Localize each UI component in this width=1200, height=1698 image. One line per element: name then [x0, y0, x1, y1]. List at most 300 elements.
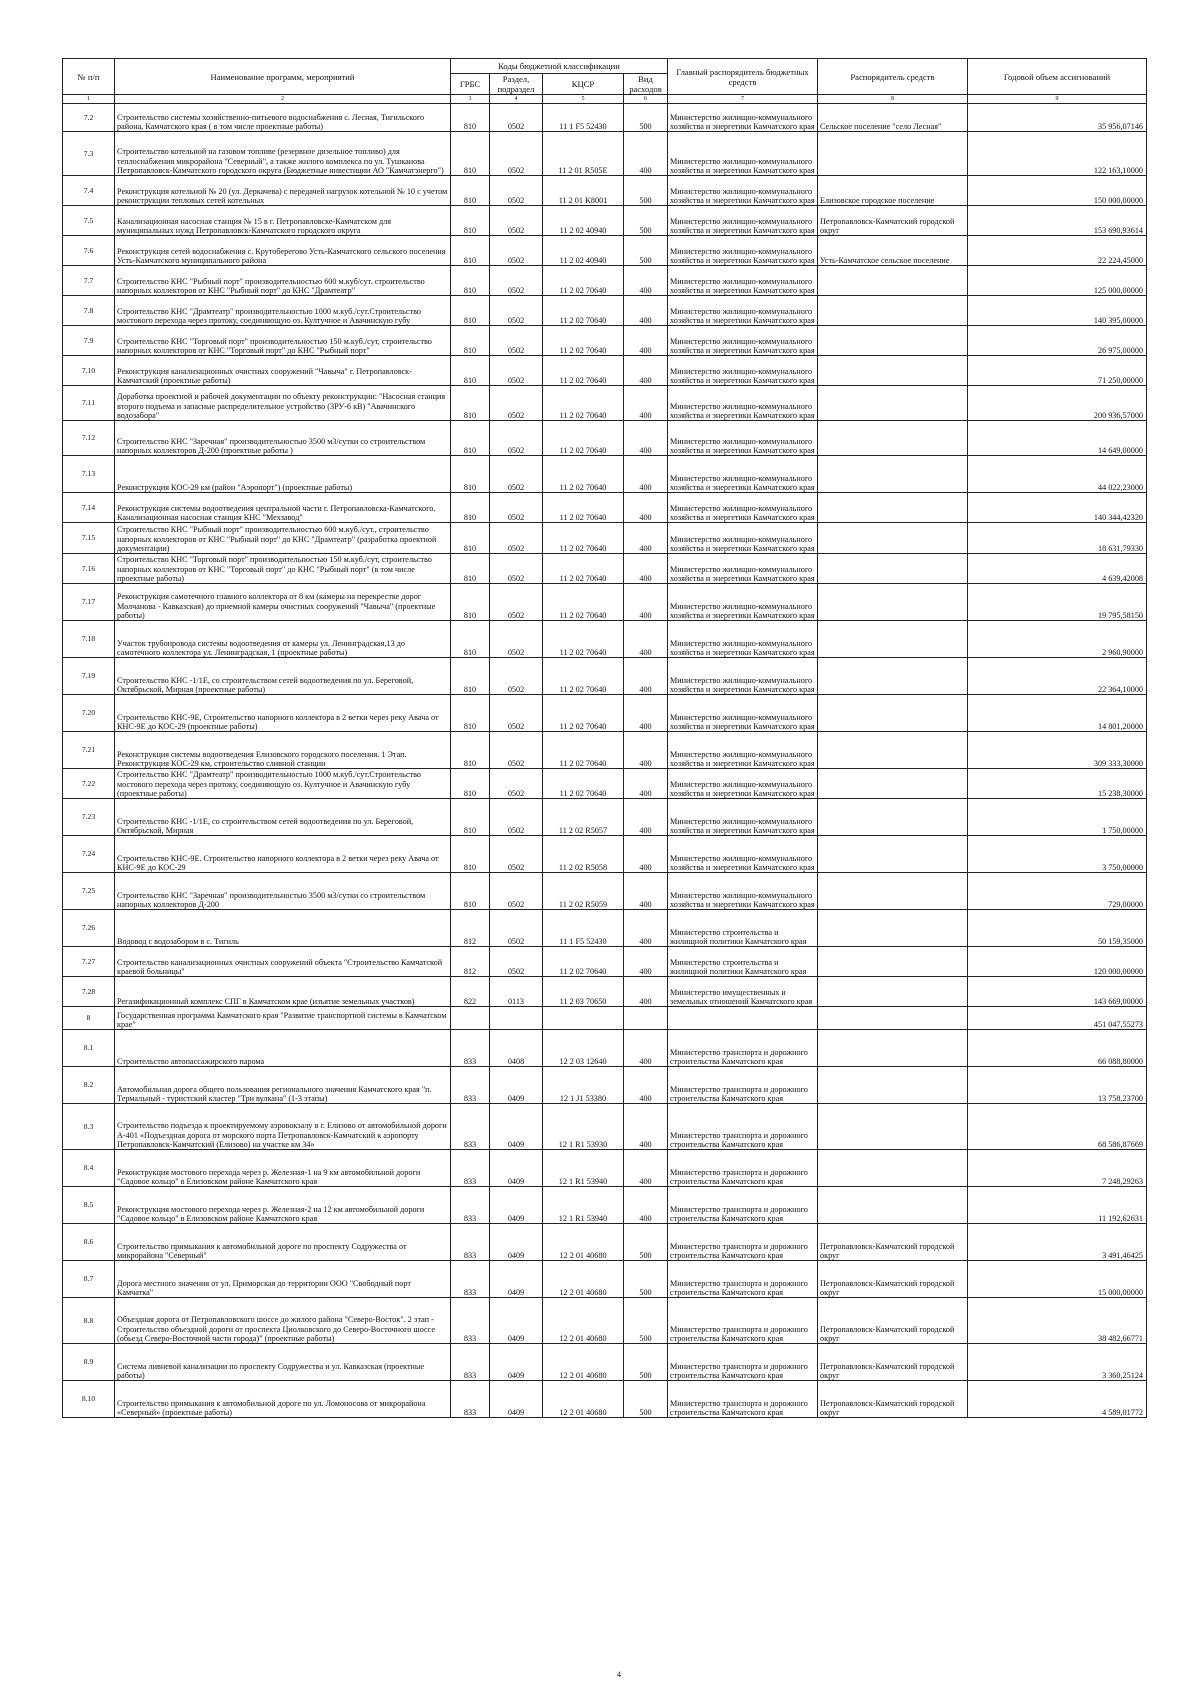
page-number: 4: [617, 1670, 621, 1679]
kcsr-code: 11 2 02 70640: [543, 456, 624, 493]
annual-amount: 3 491,46425: [968, 1224, 1147, 1261]
table-row: [63, 386, 1147, 421]
program-name: Строительство КНС "Заречная" производительностью 3500 м3/сутки со строительством напорных коллекторов Д-200 (проектные работы ): [115, 421, 451, 456]
annual-amount: 14 801,20000: [968, 695, 1147, 732]
grbs-code: 810: [451, 206, 490, 236]
kcsr-code: 11 2 02 70640: [543, 584, 624, 621]
program-name: Строительство КНС -1/1Е, со строительством сетей водоотведения по ул. Береговой, Октябрьской, Мирная: [115, 799, 451, 836]
row-number: 7.21: [63, 732, 115, 769]
annual-amount: 11 192,62631: [968, 1187, 1147, 1224]
grbs-code: 833: [451, 1067, 490, 1104]
expense-type-code: 500: [624, 176, 668, 206]
grbs-code: 833: [451, 1150, 490, 1187]
kcsr-code: 11 2 02 40940: [543, 236, 624, 266]
distributor: [818, 554, 968, 584]
distributor: [818, 769, 968, 799]
annual-amount: 122 163,10000: [968, 132, 1147, 176]
row-number: 7.5: [63, 206, 115, 236]
program-name: Строительство КНС "Торговый порт" производительностью 150 м.куб./сут, строительство напорных коллекторов от КНС "Торговый порт" до КНС "Рыбный порт": [115, 326, 451, 356]
expense-type-code: 400: [624, 584, 668, 621]
distributor: [818, 1187, 968, 1224]
main-distributor: Министерство жилищно-коммунального хозяйства и энергетики Камчатского края: [668, 266, 818, 296]
table-row: [63, 206, 1147, 236]
section-code: 0502: [490, 236, 543, 266]
main-distributor: Министерство жилищно-коммунального хозяйства и энергетики Камчатского края: [668, 356, 818, 386]
section-code: 0502: [490, 296, 543, 326]
grbs-code: 810: [451, 176, 490, 206]
expense-type-code: 400: [624, 1067, 668, 1104]
grbs-code: 810: [451, 104, 490, 132]
kcsr-code: 12 2 01 40680: [543, 1224, 624, 1261]
distributor: [818, 799, 968, 836]
table-row: [63, 523, 1147, 554]
program-name: Реконструкция системы водоотведения центральной части г. Петропавловска-Камчатского. Канализационная насосная станция КНС "Мехзавод": [115, 493, 451, 523]
table-row: [63, 296, 1147, 326]
kcsr-code: 11 1 F5 52430: [543, 104, 624, 132]
kcsr-code: 11 2 02 R5058: [543, 836, 624, 873]
kcsr-code: 12 1 R1 53940: [543, 1187, 624, 1224]
table-row: [63, 732, 1147, 769]
annual-amount: 4 589,01772: [968, 1381, 1147, 1418]
grbs-code: 810: [451, 873, 490, 910]
table-row: [63, 493, 1147, 523]
main-distributor: Министерство жилищно-коммунального хозяйства и энергетики Камчатского края: [668, 206, 818, 236]
main-distributor: Министерство жилищно-коммунального хозяйства и энергетики Камчатского края: [668, 732, 818, 769]
expense-type-code: 400: [624, 658, 668, 695]
row-number: 7.8: [63, 296, 115, 326]
main-distributor: Министерство жилищно-коммунального хозяйства и энергетики Камчатского края: [668, 621, 818, 658]
grbs-code: 810: [451, 356, 490, 386]
expense-type-code: 400: [624, 132, 668, 176]
row-number: 7.18: [63, 621, 115, 658]
grbs-code: 810: [451, 296, 490, 326]
program-name: Строительство КНС "Драмтеатр" производительностью 1000 м.куб./сут.Строительство мостового перехода через протоку, соединяющую оз. Култучное и Авачинскую губу (проектные работы): [115, 769, 451, 799]
program-name: Реконструкция сетей водоснабжения с. Крутоберегово Усть-Камчатского сельского поселения Усть-Камчатского муниципального района: [115, 236, 451, 266]
distributor: Елизовское городское поселение: [818, 176, 968, 206]
main-distributor: Министерство жилищно-коммунального хозяйства и энергетики Камчатского края: [668, 523, 818, 554]
program-name: Строительство КНС "Драмтеатр" производительностью 1000 м.куб./сут.Строительство мостового перехода через протоку, соединяющую оз. Култучное и Авачинскую губу: [115, 296, 451, 326]
kcsr-code: 11 2 02 70640: [543, 386, 624, 421]
program-name: Строительство КНС "Рыбный порт" производительностью 600 м.куб./сут., строительство напорных коллекторов от КНС "Рыбный порт" до КНС "Драмтеатр" (разработка проектной документации): [115, 523, 451, 554]
distributor: [818, 1104, 968, 1150]
grbs-code: 810: [451, 493, 490, 523]
table-row: [63, 1298, 1147, 1344]
distributor: Усть-Камчатское сельское поселение: [818, 236, 968, 266]
annual-amount: 3 750,00000: [968, 836, 1147, 873]
section-code: 0409: [490, 1224, 543, 1261]
section-code: 0502: [490, 456, 543, 493]
kcsr-code: 11 2 02 70640: [543, 421, 624, 456]
row-number: 7.14: [63, 493, 115, 523]
main-distributor: Министерство жилищно-коммунального хозяйства и энергетики Камчатского края: [668, 658, 818, 695]
annual-amount: 15 238,30000: [968, 769, 1147, 799]
annual-amount: 18 631,79330: [968, 523, 1147, 554]
section-code: 0409: [490, 1298, 543, 1344]
grbs-code: [451, 1007, 490, 1030]
expense-type-code: 400: [624, 296, 668, 326]
kcsr-code: 11 2 02 70640: [543, 732, 624, 769]
distributor: Петропавловск-Камчатский городской округ: [818, 206, 968, 236]
section-code: 0502: [490, 206, 543, 236]
table-row: [63, 658, 1147, 695]
expense-type-code: 400: [624, 493, 668, 523]
column-index: 1: [63, 95, 115, 104]
distributor: [818, 732, 968, 769]
column-index: 9: [968, 95, 1147, 104]
kcsr-code: 11 2 02 40940: [543, 206, 624, 236]
row-number: 7.11: [63, 386, 115, 421]
section-code: 0113: [490, 977, 543, 1007]
grbs-code: 810: [451, 132, 490, 176]
row-number: 7.16: [63, 554, 115, 584]
expense-type-code: 400: [624, 873, 668, 910]
row-number: 8.3: [63, 1104, 115, 1150]
annual-amount: 150 000,00000: [968, 176, 1147, 206]
table-row: [63, 104, 1147, 132]
expense-type-code: 400: [624, 356, 668, 386]
distributor: [818, 132, 968, 176]
header-section: Раздел, подраздел: [490, 74, 543, 95]
expense-type-code: 500: [624, 1224, 668, 1261]
row-number: 7.23: [63, 799, 115, 836]
row-number: 7.10: [63, 356, 115, 386]
table-row: [63, 1104, 1147, 1150]
expense-type-code: 400: [624, 1030, 668, 1067]
grbs-code: 833: [451, 1344, 490, 1381]
main-distributor: Министерство транспорта и дорожного строительства Камчатского края: [668, 1067, 818, 1104]
annual-amount: 35 956,07146: [968, 104, 1147, 132]
grbs-code: 812: [451, 947, 490, 977]
annual-amount: 13 758,23700: [968, 1067, 1147, 1104]
header-distributor: Распорядитель средств: [818, 59, 968, 95]
section-code: 0409: [490, 1150, 543, 1187]
grbs-code: 810: [451, 799, 490, 836]
table-row: [63, 621, 1147, 658]
section-code: 0502: [490, 947, 543, 977]
expense-type-code: 500: [624, 1381, 668, 1418]
expense-type-code: 400: [624, 456, 668, 493]
expense-type-code: 400: [624, 769, 668, 799]
row-number: 7.25: [63, 873, 115, 910]
distributor: Петропавловск-Камчатский городской округ: [818, 1298, 968, 1344]
expense-type-code: 400: [624, 695, 668, 732]
section-code: 0409: [490, 1187, 543, 1224]
row-number: 7.7: [63, 266, 115, 296]
grbs-code: 810: [451, 326, 490, 356]
program-name: Участок трубопровода системы водоотведения от камеры ул. Ленинградская,13 до самотечного коллектора ул. Ленинградская, 1 (проектные работы): [115, 621, 451, 658]
program-name: Реконструкция канализационных очистных сооружений "Чавыча" г. Петропавловск-Камчатский (проектные работы): [115, 356, 451, 386]
annual-amount: 19 795,58150: [968, 584, 1147, 621]
section-code: 0502: [490, 873, 543, 910]
expense-type-code: 400: [624, 326, 668, 356]
section-code: 0502: [490, 836, 543, 873]
kcsr-code: 12 2 01 40680: [543, 1261, 624, 1298]
column-index-row: [63, 95, 1147, 104]
program-name: Строительство автопассажирского парома: [115, 1030, 451, 1067]
distributor: Петропавловск-Камчатский городской округ: [818, 1224, 968, 1261]
main-distributor: Министерство жилищно-коммунального хозяйства и энергетики Камчатского края: [668, 386, 818, 421]
main-distributor: Министерство жилищно-коммунального хозяйства и энергетики Камчатского края: [668, 584, 818, 621]
row-number: 8.4: [63, 1150, 115, 1187]
grbs-code: 833: [451, 1187, 490, 1224]
expense-type-code: 400: [624, 836, 668, 873]
annual-amount: 143 669,00000: [968, 977, 1147, 1007]
program-name: Автомобильная дорога общего пользования регионального значения Камчатского края "п. Термальный - туристский кластер "Три вулкана" (1-3 этапы): [115, 1067, 451, 1104]
row-number: 7.20: [63, 695, 115, 732]
distributor: [818, 523, 968, 554]
distributor: [818, 493, 968, 523]
grbs-code: 833: [451, 1030, 490, 1067]
grbs-code: 833: [451, 1381, 490, 1418]
grbs-code: 810: [451, 769, 490, 799]
row-number: 7.19: [63, 658, 115, 695]
grbs-code: 810: [451, 658, 490, 695]
section-code: [490, 1007, 543, 1030]
main-distributor: Министерство жилищно-коммунального хозяйства и энергетики Камчатского края: [668, 132, 818, 176]
table-row: [63, 977, 1147, 1007]
kcsr-code: 12 1 R1 53940: [543, 1150, 624, 1187]
distributor: [818, 456, 968, 493]
kcsr-code: 11 2 02 70640: [543, 769, 624, 799]
row-number: 7.15: [63, 523, 115, 554]
main-distributor: Министерство транспорта и дорожного строительства Камчатского края: [668, 1381, 818, 1418]
grbs-code: 810: [451, 523, 490, 554]
kcsr-code: 11 2 02 R5059: [543, 873, 624, 910]
section-code: 0502: [490, 554, 543, 584]
distributor: [818, 326, 968, 356]
row-number: 8.1: [63, 1030, 115, 1067]
kcsr-code: 11 2 02 70640: [543, 266, 624, 296]
row-number: 8.5: [63, 1187, 115, 1224]
row-number: 8.10: [63, 1381, 115, 1418]
table-row: [63, 1261, 1147, 1298]
kcsr-code: 11 2 01 K8001: [543, 176, 624, 206]
table-row: [63, 799, 1147, 836]
main-distributor: Министерство жилищно-коммунального хозяйства и энергетики Камчатского края: [668, 554, 818, 584]
row-number: 7.27: [63, 947, 115, 977]
kcsr-code: 11 2 02 70640: [543, 523, 624, 554]
expense-type-code: 400: [624, 910, 668, 947]
kcsr-code: 12 2 01 40680: [543, 1298, 624, 1344]
distributor: [818, 1007, 968, 1030]
kcsr-code: 11 2 01 R505E: [543, 132, 624, 176]
annual-amount: 26 975,00000: [968, 326, 1147, 356]
kcsr-code: 11 2 02 70640: [543, 554, 624, 584]
main-distributor: Министерство жилищно-коммунального хозяйства и энергетики Камчатского края: [668, 493, 818, 523]
table-row: [63, 1224, 1147, 1261]
distributor: [818, 356, 968, 386]
section-code: 0502: [490, 326, 543, 356]
distributor: [818, 910, 968, 947]
program-name: Реконструкция котельной № 20 (ул. Деркачева) с передачей нагрузок котельной № 10 с учетом реконструкции тепловых сетей котельных: [115, 176, 451, 206]
section-code: 0502: [490, 732, 543, 769]
annual-amount: 68 586,87669: [968, 1104, 1147, 1150]
distributor: [818, 266, 968, 296]
row-number: 8: [63, 1007, 115, 1030]
program-name: Строительство котельной на газовом топливе (резервное дизельное топливо) для теплоснабжения микрорайона "Северный", а также жилого комплекса по ул. Тушканова Петропавловск-Камчатского городского округа (Бюджетные инвестиции АО "Камчатэнерго"): [115, 132, 451, 176]
table-row: [63, 421, 1147, 456]
main-distributor: Министерство транспорта и дорожного строительства Камчатского края: [668, 1298, 818, 1344]
program-name: Реконструкция мостового перехода через р. Железная-2 на 12 км автомобильной дороги "Садовое кольцо" в Елизовском районе Камчатского края: [115, 1187, 451, 1224]
row-number: 7.2: [63, 104, 115, 132]
main-distributor: Министерство строительства и жилищной политики Камчатского края: [668, 947, 818, 977]
kcsr-code: 11 1 F5 52430: [543, 910, 624, 947]
main-distributor: Министерство жилищно-коммунального хозяйства и энергетики Камчатского края: [668, 236, 818, 266]
kcsr-code: 11 2 02 70640: [543, 493, 624, 523]
annual-amount: 38 482,66771: [968, 1298, 1147, 1344]
header-kcsr: КЦСР: [543, 74, 624, 95]
expense-type-code: 400: [624, 523, 668, 554]
section-code: 0502: [490, 386, 543, 421]
expense-type-code: 500: [624, 1344, 668, 1381]
expense-type-code: 500: [624, 1298, 668, 1344]
distributor: [818, 658, 968, 695]
grbs-code: 810: [451, 584, 490, 621]
expense-type-code: 400: [624, 977, 668, 1007]
row-number: 8.7: [63, 1261, 115, 1298]
annual-amount: 729,00000: [968, 873, 1147, 910]
table-row: [63, 176, 1147, 206]
table-row: [63, 1150, 1147, 1187]
main-distributor: Министерство транспорта и дорожного строительства Камчатского края: [668, 1030, 818, 1067]
annual-amount: 71 250,00000: [968, 356, 1147, 386]
kcsr-code: 11 2 02 70640: [543, 658, 624, 695]
section-code: 0502: [490, 658, 543, 695]
main-distributor: Министерство жилищно-коммунального хозяйства и энергетики Камчатского края: [668, 421, 818, 456]
program-name: Реконструкция самотечного главного коллектора от 8 км (камеры на перекрестке дорог Молчанова - Кавказская) до приемной камеры очистных сооружений "Чавыча" (проектные работы): [115, 584, 451, 621]
distributor: [818, 947, 968, 977]
table-row: [63, 910, 1147, 947]
table-row: [63, 1344, 1147, 1381]
main-distributor: Министерство транспорта и дорожного строительства Камчатского края: [668, 1187, 818, 1224]
program-name: Регазификационный комплекс СПГ в Камчатском крае (изъятие земельных участков): [115, 977, 451, 1007]
distributor: [818, 1067, 968, 1104]
table-row: [63, 695, 1147, 732]
kcsr-code: 11 2 02 70640: [543, 695, 624, 732]
row-number: 7.9: [63, 326, 115, 356]
program-name: Строительство КНС-9Е, Строительство напорного коллектора в 2 ветки через реку Авача от КНС-9Е до КОС-29 (проектные работы): [115, 695, 451, 732]
main-distributor: Министерство имущественных и земельных отношений Камчатского края: [668, 977, 818, 1007]
program-name: Дорога местного значения от ул. Приморская до территории ООО "Свободный порт Камчатка": [115, 1261, 451, 1298]
kcsr-code: 11 2 02 70640: [543, 947, 624, 977]
table-row: [63, 1067, 1147, 1104]
row-number: 8.6: [63, 1224, 115, 1261]
grbs-code: 810: [451, 695, 490, 732]
table-row: [63, 769, 1147, 799]
annual-amount: 7 248,29263: [968, 1150, 1147, 1187]
expense-type-code: 400: [624, 732, 668, 769]
annual-amount: 1 750,00000: [968, 799, 1147, 836]
table-row: [63, 236, 1147, 266]
table-row: [63, 132, 1147, 176]
main-distributor: Министерство транспорта и дорожного строительства Камчатского края: [668, 1150, 818, 1187]
main-distributor: Министерство транспорта и дорожного строительства Камчатского края: [668, 1104, 818, 1150]
section-code: 0502: [490, 493, 543, 523]
row-number: 7.3: [63, 132, 115, 176]
distributor: [818, 296, 968, 326]
expense-type-code: 400: [624, 554, 668, 584]
row-number: 8.9: [63, 1344, 115, 1381]
table-row: [63, 873, 1147, 910]
program-name: Строительство КНС "Заречная" производительностью 3500 м3/сутки со строительством напорных коллекторов Д-200: [115, 873, 451, 910]
table-row: [63, 456, 1147, 493]
section-code: 0502: [490, 584, 543, 621]
program-name: Канализационная насосная станция № 15 в г. Петропавловске-Камчатском для муниципальных нужд Петропавловск-Камчатского городского округа: [115, 206, 451, 236]
expense-type-code: [624, 1007, 668, 1030]
main-distributor: Министерство жилищно-коммунального хозяйства и энергетики Камчатского края: [668, 296, 818, 326]
grbs-code: 833: [451, 1298, 490, 1344]
annual-amount: 200 936,57000: [968, 386, 1147, 421]
main-distributor: Министерство транспорта и дорожного строительства Камчатского края: [668, 1344, 818, 1381]
annual-amount: 140 344,42320: [968, 493, 1147, 523]
annual-amount: 309 333,30000: [968, 732, 1147, 769]
table-body: [63, 104, 1147, 1418]
program-name: Реконструкция системы водоотведения Елизовского городского поселения. 1 Этап. Реконструкция КОС-29 км, строительство сливной станции: [115, 732, 451, 769]
distributor: [818, 421, 968, 456]
grbs-code: 810: [451, 386, 490, 421]
program-name: Система ливневой канализации по проспекту Содружества и ул. Кавказская (проектные работы): [115, 1344, 451, 1381]
grbs-code: 822: [451, 977, 490, 1007]
program-name: Доработка проектной и рабочей документации по объекту реконструкции: "Насосная станция второго подъема и запасные распределительное устройство (ЗРУ-6 кВ) "Авачинского водозабора": [115, 386, 451, 421]
kcsr-code: 12 2 01 40680: [543, 1344, 624, 1381]
program-name: Строительство КНС -1/1Е, со строительством сетей водоотведения по ул. Береговой, Октябрьской, Мирная (проектные работы): [115, 658, 451, 695]
header-grbs: ГРБС: [451, 74, 490, 95]
main-distributor: Министерство жилищно-коммунального хозяйства и энергетики Камчатского края: [668, 769, 818, 799]
section-code: 0408: [490, 1030, 543, 1067]
column-index: 6: [624, 95, 668, 104]
main-distributor: Министерство транспорта и дорожного строительства Камчатского края: [668, 1224, 818, 1261]
table-row: [63, 1030, 1147, 1067]
grbs-code: 810: [451, 732, 490, 769]
row-number: 8.2: [63, 1067, 115, 1104]
header-main-distributor: Главный распорядитель бюджетных средств: [668, 59, 818, 95]
main-distributor: Министерство транспорта и дорожного строительства Камчатского края: [668, 1261, 818, 1298]
distributor: [818, 836, 968, 873]
grbs-code: 810: [451, 621, 490, 658]
distributor: Петропавловск-Камчатский городской округ: [818, 1344, 968, 1381]
kcsr-code: 11 2 03 70650: [543, 977, 624, 1007]
section-code: 0409: [490, 1104, 543, 1150]
grbs-code: 812: [451, 910, 490, 947]
table-row: [63, 326, 1147, 356]
expense-type-code: 500: [624, 104, 668, 132]
annual-amount: 451 047,55273: [968, 1007, 1147, 1030]
main-distributor: Министерство строительства и жилищной политики Камчатского края: [668, 910, 818, 947]
main-distributor: Министерство жилищно-коммунального хозяйства и энергетики Камчатского края: [668, 326, 818, 356]
kcsr-code: [543, 1007, 624, 1030]
annual-amount: 153 690,93614: [968, 206, 1147, 236]
table-row: [63, 554, 1147, 584]
main-distributor: Министерство жилищно-коммунального хозяйства и энергетики Камчатского края: [668, 836, 818, 873]
program-name: Строительство КНС "Торговый порт" производительностью 150 м.куб./сут, строительство напорных коллекторов от КНС "Торговый порт" до КНС "Рыбный порт" (в том числе проектные работы): [115, 554, 451, 584]
kcsr-code: 12 2 03 12640: [543, 1030, 624, 1067]
expense-type-code: 400: [624, 799, 668, 836]
section-code: 0409: [490, 1067, 543, 1104]
program-name: Реконструкция мостового перехода через р. Железная-1 на 9 км автомобильной дороги "Садовое кольцо" в Елизовском районе Камчатского края: [115, 1150, 451, 1187]
column-index: 3: [451, 95, 490, 104]
program-name: Водовод с водозабором в с. Тигиль: [115, 910, 451, 947]
table-row: [63, 266, 1147, 296]
distributor: Петропавловск-Камчатский городской округ: [818, 1261, 968, 1298]
distributor: [818, 1150, 968, 1187]
header-amount: Годовой объем ассигнований: [968, 59, 1147, 95]
grbs-code: 810: [451, 236, 490, 266]
distributor: [818, 873, 968, 910]
main-distributor: [668, 1007, 818, 1030]
section-code: 0502: [490, 266, 543, 296]
annual-amount: 4 639,42008: [968, 554, 1147, 584]
expense-type-code: 400: [624, 421, 668, 456]
